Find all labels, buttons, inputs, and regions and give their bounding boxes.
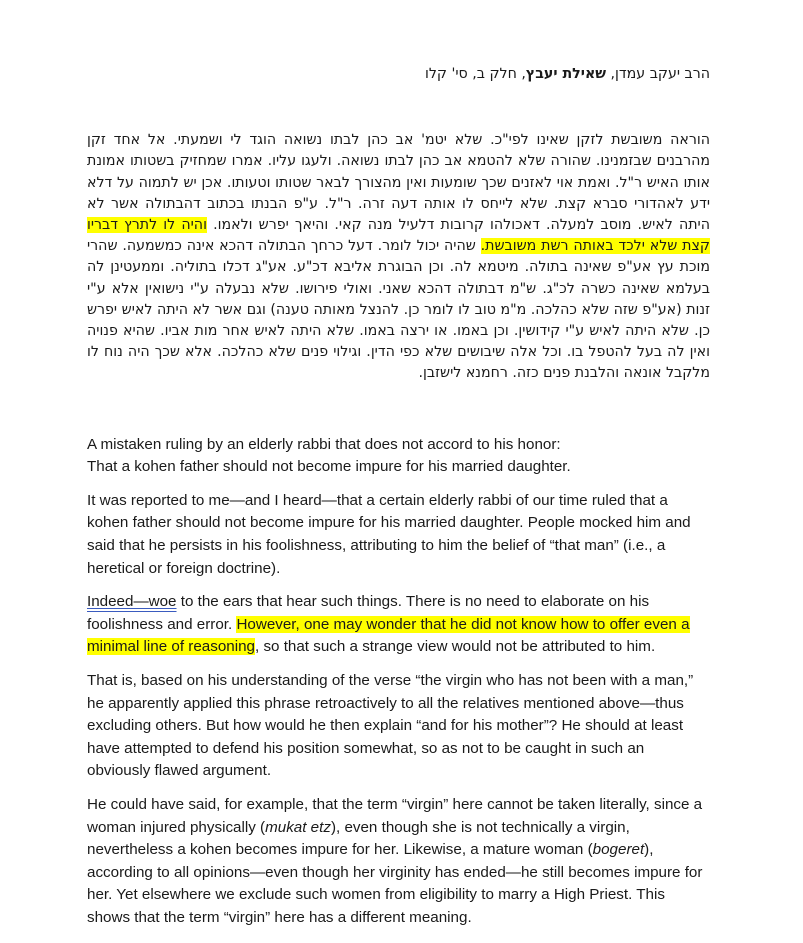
flagged-phrase[interactable]: Indeed—woe (87, 593, 177, 611)
paragraph-4-part-c: ), according to all opinions—even though her virginity has ended—he still becomes impure for her. Yet elsewhere we exclude such women from eligibility to marry a High Priest. This shows that the term “virgin” here has a different meaning. (87, 841, 703, 926)
translation-paragraph-4 (87, 794, 710, 930)
translation-paragraph-3: That is, based on his understanding of the verse “the virgin who has not been with a man,” he apparently applied this phrase retroactively to all the relatives mentioned above—thus excluding others. But how would he then explain “and for his mother”? He should at least have attempted to defend his position somewhat, so as not to be caught in such an obviously flawed argument. (87, 671, 694, 780)
paragraph-4-part-b: ), even though she is not technically a virgin, nevertheless a kohen becomes impure for her. Likewise, a mature woman ( (87, 818, 630, 859)
citation-reference: , חלק ב, סי' קלו (424, 66, 526, 82)
hebrew-text-part1: הוראה משובשת לזקן שאינו לפי"כ. שלא יטמ' אב כהן לבתו נשואה הוגד לי ושמעתי. אל אחד זקן מהרבנים שבזמנינו. שהורה שלא להטמא אב כהן לבתו נשואה. ולעגו עליו. אמרו שמחזיק בשטותו אמונת אותו האיש ר"ל. ואמת אוי לאזנים שכך שומעות ואין מהצורך לבאר שטותו וטעותו. אכן יש לתמוה על דלא ידע לאהדורי סברא קצת. שלא לייחס לו אותה דעה זרה. ר"ל. ע"פ הבנתו בכתוב דהבתולה אשר לא היתה לאיש. מוסב למעלה. דאכולהו קרובות דלעיל מנה קאי. והיאך יפרש ולאמו. (87, 132, 710, 234)
heading-line-2: That a kohen father should not become impure for his married daughter. (87, 458, 571, 476)
paragraph-4-part-a: He could have said, for example, that the term “virgin” here cannot be taken literally, since a woman injured physically ( (87, 795, 703, 836)
citation-author: הרב יעקב עמדן, (606, 66, 710, 82)
citation-work-title: שאילת יעבץ (525, 66, 607, 82)
paragraph-2-text: to the ears that hear such things. There is no need to elaborate on his foolishness and error. (87, 593, 650, 633)
translation-paragraph-2 (87, 591, 710, 659)
term-bogeret: bogeret (592, 841, 645, 859)
hebrew-source-citation (87, 60, 710, 85)
heading-line-1: A mistaken ruling by an elderly rabbi that does not accord to his honor: (87, 435, 561, 453)
hebrew-text-part2: שהיה יכול לומר. דעל כרחך הבתולה דהכא אינה כמשמעה. שהרי מוכת עץ אע"פ שאינה בתולה. מיטמא לה. וכן הבוגרת אליבא דכ"ע. אע"ג דכלו בתוליה. וממעטינן לה בעלמא שאינה כשרה לכ"ג. ש"מ דבתולה דהכא שאני. ואולי פירושו. שלא נבעלה ע"י נישואין אלא ע"י זנות (אע"פ שזה שלא כהלכה. מ"מ טוב לו לומר כן. להנצל מאותה טענה) וגם אשר לא היתה לאיש יפרש כן. שלא היתה לאיש ע"י קידושין. וכן באמו. או ירצה באמו. שלא היתה לאיש אחר מות אביו. שהיא פנויה ואין לה בעל להטפל בו. וכל אלה שיבושים שלא כפי הדין. וגילוי פנים שלא כהלכה. אלא שכך היה נוח לו מלקבל אונאה והלבנת פנים כזה. רחמנא לישזבן. (87, 238, 710, 382)
translation-paragraph-1: It was reported to me—and I heard—that a certain elderly rabbi of our time ruled that a kohen father should not become impure for his married daughter. People mocked him and said that he persists in his foolishness, attributing to him the belief of “that man” (i.e., a heretical or foreign doctrine). (87, 491, 691, 577)
hebrew-source-text (87, 130, 710, 384)
translation-heading (87, 434, 710, 479)
english-highlighted-phrase: However, one may wonder that he did not know how to offer even a minimal line of reasoning (87, 615, 690, 656)
english-translation (87, 434, 710, 930)
term-mukat-etz: mukat etz (265, 818, 331, 836)
paragraph-2-end: , so that such a strange view would not be attributed to him. (255, 638, 656, 656)
hebrew-highlighted-phrase: והיה לו לתרץ דבריו קצת שלא ילכד באותה רשת משובשת. (87, 217, 710, 255)
document-page (87, 60, 710, 941)
